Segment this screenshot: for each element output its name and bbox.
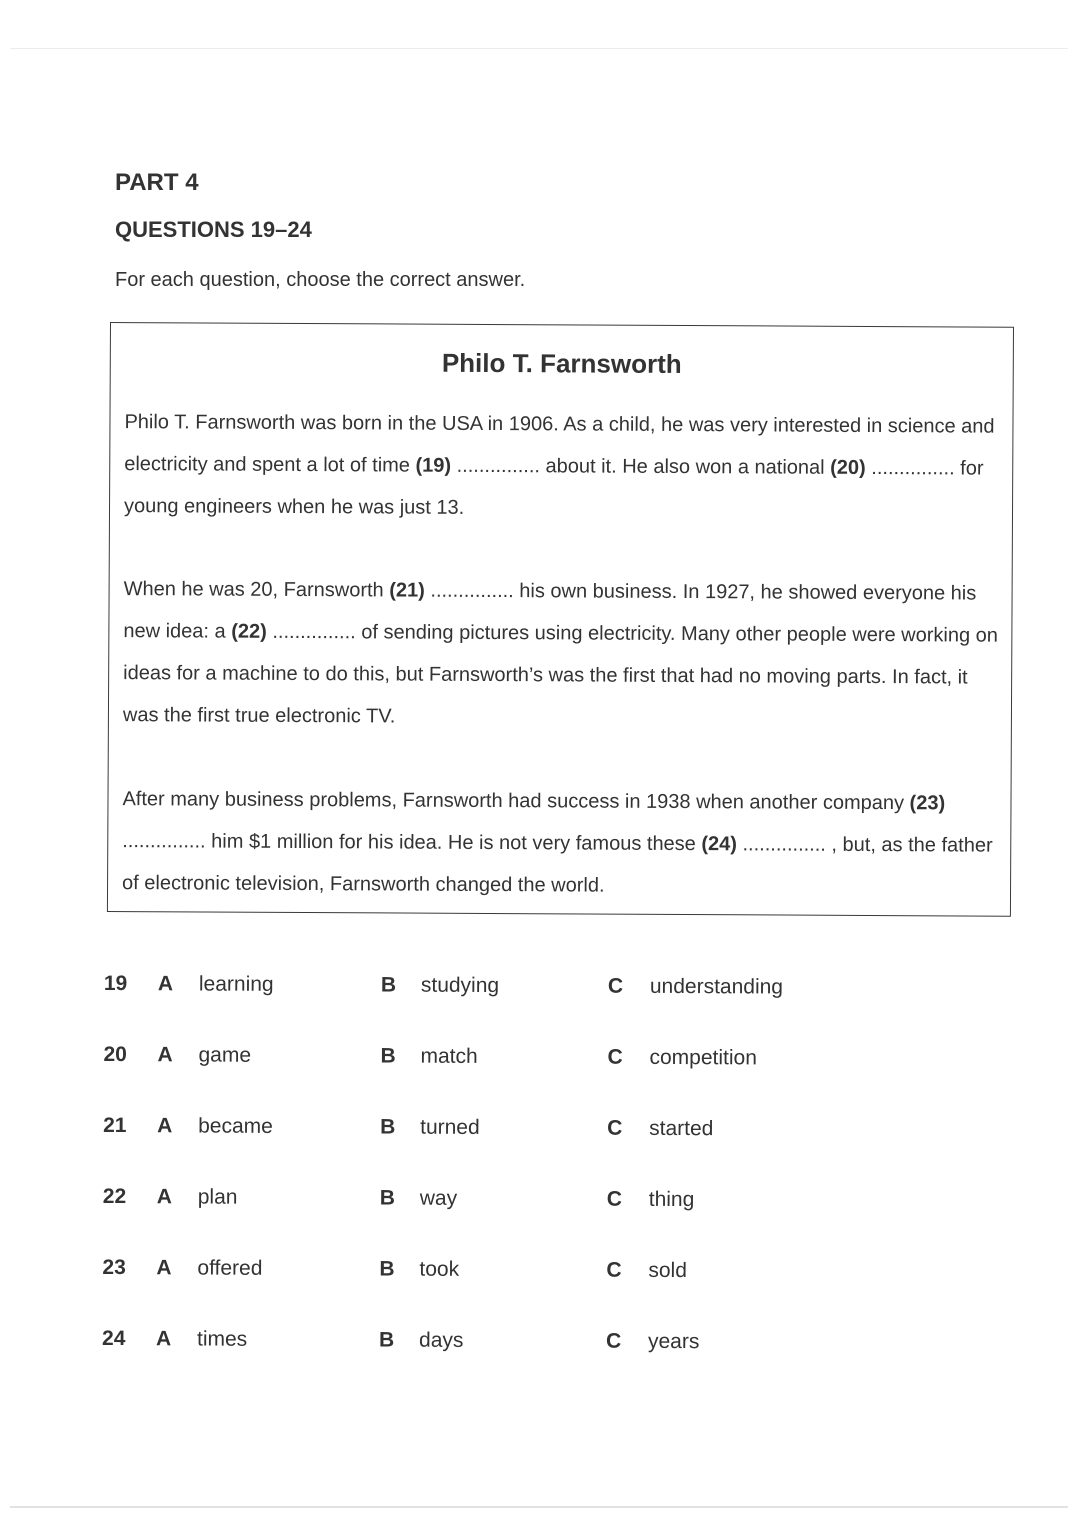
- option-row-19: [104, 966, 864, 1041]
- option-row-24: [102, 1321, 862, 1396]
- option-c-text: sold: [648, 1258, 688, 1283]
- option-a-text: learning: [198, 972, 274, 996]
- option-letter-b: B: [379, 1186, 396, 1210]
- questions-title: QUESTIONS 19–24: [115, 217, 312, 242]
- option-b-text: took: [419, 1257, 460, 1281]
- passage-paragraph-2: [123, 568, 1002, 741]
- option-letter-a: A: [157, 1114, 173, 1138]
- option-letter-c: C: [607, 1116, 623, 1140]
- option-letter-c: C: [607, 1045, 623, 1069]
- option-letter-c: C: [606, 1187, 623, 1211]
- option-a-text: plan: [197, 1185, 238, 1209]
- question-number: 21: [103, 1113, 127, 1138]
- option-letter-a: A: [157, 1043, 173, 1067]
- answer-options: [102, 966, 864, 1396]
- question-number: 22: [102, 1184, 127, 1209]
- option-row-21: [103, 1108, 863, 1183]
- option-c-text: understanding: [649, 974, 784, 999]
- paragraph-text: ............... , but, as the father of electronic television, Farnsworth changed the world.: [122, 833, 993, 897]
- option-a-text: offered: [197, 1256, 263, 1280]
- option-b-text: days: [418, 1328, 464, 1352]
- paragraph-text: When he was 20, Farnsworth: [123, 578, 390, 602]
- paragraph-text: After many business problems, Farnsworth had success in 1938 when another company: [122, 788, 910, 815]
- option-letter-b: B: [380, 973, 397, 997]
- option-c-text: years: [647, 1329, 700, 1354]
- option-letter-c: C: [606, 1258, 622, 1282]
- option-a-text: became: [198, 1114, 273, 1138]
- paragraph-text: ............... of sending pictures using electricity. Many other people were working on ideas for a machine to do this, but Farnsworth’s was the first that had no moving parts. In fact, it was the first true electronic TV.: [122, 620, 998, 728]
- paragraph-text: ............... his own business. In 1927, he showed everyone his new idea: a: [123, 579, 977, 643]
- passage-box: [107, 322, 1014, 917]
- option-letter-a: A: [157, 972, 174, 996]
- option-b-text: studying: [420, 973, 500, 998]
- option-letter-b: B: [380, 1115, 396, 1139]
- option-row-23: [102, 1250, 862, 1325]
- option-row-20: [103, 1037, 863, 1112]
- question-ref-20: (20): [830, 456, 866, 479]
- question-number: 19: [103, 971, 128, 996]
- page-edge-bottom: [10, 1506, 1068, 1508]
- option-a-text: times: [196, 1327, 248, 1351]
- option-c-text: competition: [649, 1045, 757, 1070]
- option-row-22: [103, 1179, 863, 1254]
- instructions: For each question, choose the correct answer.: [115, 269, 526, 291]
- question-number: 24: [101, 1326, 126, 1351]
- option-b-text: way: [419, 1186, 458, 1210]
- part-title: PART 4: [115, 169, 199, 196]
- option-c-text: thing: [648, 1187, 695, 1212]
- question-ref-22: (22): [231, 620, 267, 643]
- option-letter-a: A: [156, 1185, 173, 1209]
- paragraph-text: Philo T. Farnsworth was born in the USA in 1906. As a child, he was very interested in science and electricity and spent a lot of time: [124, 411, 995, 477]
- question-ref-24: (24): [701, 833, 738, 856]
- passage-paragraph-1: [124, 401, 1003, 532]
- question-ref-19: (19): [415, 454, 452, 477]
- option-letter-a: A: [155, 1327, 172, 1351]
- paragraph-text: ............... him $1 million for his idea. He is not very famous these: [122, 830, 702, 856]
- question-number: 23: [102, 1255, 126, 1280]
- option-letter-b: B: [380, 1044, 396, 1068]
- page-edge-top: [10, 48, 1068, 49]
- option-letter-c: C: [607, 974, 624, 998]
- option-letter-b: B: [378, 1328, 395, 1352]
- paragraph-text: ............... for young engineers when he was just 13.: [123, 456, 984, 519]
- passage-title: Philo T. Farnsworth: [441, 347, 682, 379]
- paragraph-text: ............... about it. He also won a national: [451, 454, 831, 479]
- option-c-text: started: [649, 1116, 714, 1141]
- option-b-text: match: [420, 1044, 478, 1068]
- option-b-text: turned: [420, 1115, 480, 1139]
- passage-paragraph-3: [122, 778, 1001, 909]
- option-letter-c: C: [605, 1329, 622, 1353]
- option-a-text: game: [198, 1043, 252, 1067]
- question-ref-21: (21): [389, 579, 425, 602]
- question-number: 20: [103, 1042, 127, 1067]
- option-letter-a: A: [156, 1256, 172, 1280]
- question-ref-23: (23): [909, 792, 946, 815]
- option-letter-b: B: [379, 1257, 395, 1281]
